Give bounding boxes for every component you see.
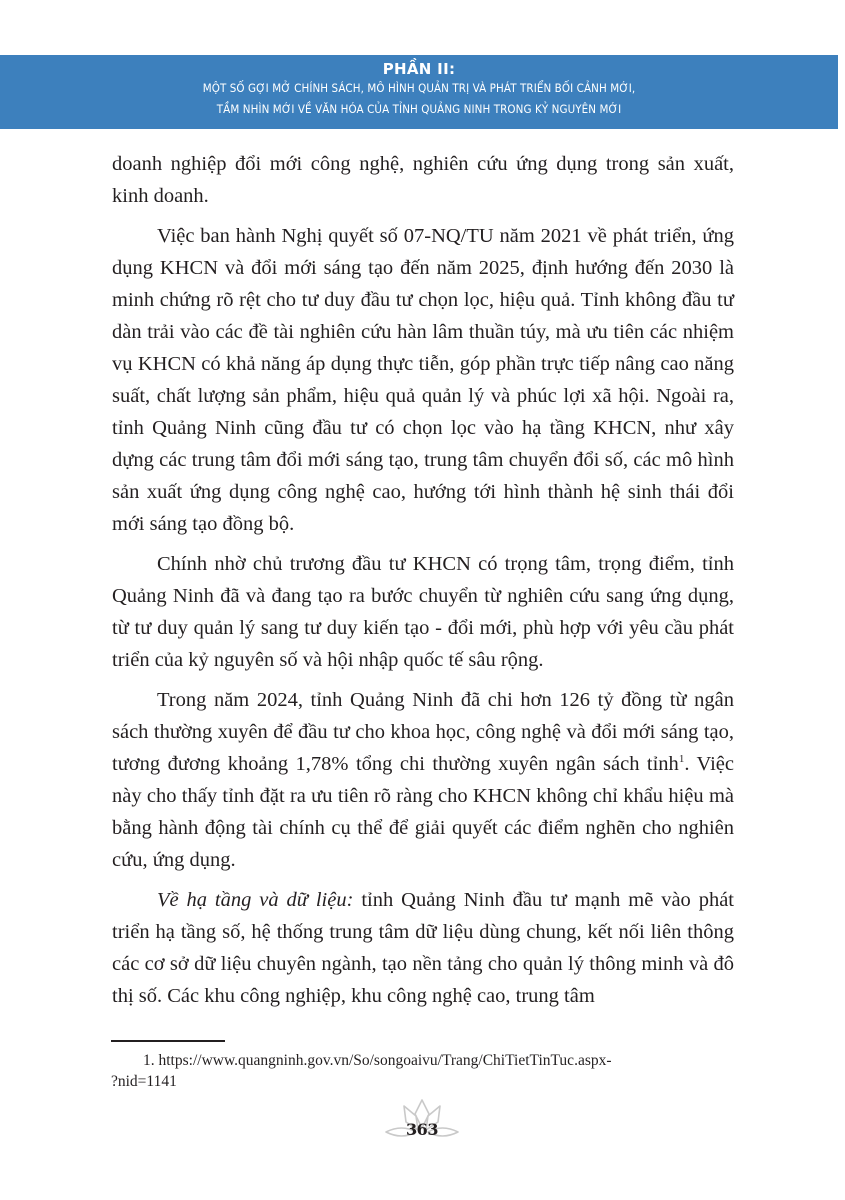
paragraph: Chính nhờ chủ trương đầu tư KHCN có trọng tâm, trọng điểm, tỉnh Quảng Ninh đã và đang tạo ra bước chuyển từ nghiên cứu sang ứng dụng, từ tư duy quản lý sang tư duy kiến tạo - đổi mới, phù hợp với yêu cầu phát triển của kỷ nguyên số và hội nhập quốc tế sâu rộng. [112, 553, 734, 671]
paragraph: Việc ban hành Nghị quyết số 07-NQ/TU năm 2021 về phát triển, ứng dụng KHCN và đổi mới sáng tạo đến năm 2025, định hướng đến 2030 là minh chứng rõ rệt cho tư duy đầu tư chọn lọc, hiệu quả. Tỉnh không đầu tư dàn trải vào các đề tài nghiên cứu hàn lâm thuần túy, mà ưu tiên các nhiệm vụ KHCN có khả năng áp dụng thực tiễn, góp phần trực tiếp nâng cao năng suất, chất lượng sản phẩm, hiệu quả quản lý và phúc lợi xã hội. Ngoài ra, tỉnh Quảng Ninh cũng đầu tư có chọn lọc vào hạ tầng KHCN, như xây dựng các trung tâm đổi mới sáng tạo, trung tâm chuyển đổi số, các mô hình sản xuất ứng dụng công nghệ cao, hướng tới hình thành hệ sinh thái đổi mới sáng tạo đồng bộ. [112, 225, 734, 535]
body-text [112, 148, 734, 1020]
paragraph: doanh nghiệp đổi mới công nghệ, nghiên cứu ứng dụng trong sản xuất, kinh doanh. [112, 153, 734, 207]
paragraph-lead-in: Về hạ tầng và dữ liệu: [157, 889, 354, 911]
paragraph-text: tỉnh Quảng Ninh đầu tư mạnh mẽ vào phát triển hạ tầng số, hệ thống trung tâm dữ liệu dùng chung, kết nối liên thông các cơ sở dữ liệu chuyên ngành, tạo nền tảng cho quản lý thông minh và đô thị số. Các khu công nghiệp, khu công nghệ cao, trung tâm [112, 889, 734, 1007]
page-number: 363 [406, 1120, 438, 1139]
paragraph-text: Trong năm 2024, tỉnh Quảng Ninh đã chi hơn 126 tỷ đồng từ ngân sách thường xuyên để đầu tư cho khoa học, công nghệ và đổi mới sáng tạo, tương đương khoảng 1,78% tổng chi thường xuyên ngân sách tỉnh [112, 689, 734, 775]
part-subtitle-line-2: TẦM NHÌN MỚI VỀ VĂN HÓA CỦA TỈNH QUẢNG NINH TRONG KỶ NGUYÊN MỚI [216, 102, 622, 116]
part-title: PHẦN II: [382, 60, 456, 78]
footnote-separator [111, 1040, 225, 1042]
paragraph-text: . Việc này cho thấy tỉnh đặt ra ưu tiên rõ ràng cho KHCN không chỉ khẩu hiệu mà bằng hành động tài chính cụ thể để giải quyết các điểm nghẽn cho nghiên cứu, ứng dụng. [112, 753, 734, 871]
page-number-badge [382, 1098, 462, 1146]
paragraph [112, 884, 734, 1012]
paragraph [112, 684, 734, 876]
part-subtitle-line-1: MỘT SỐ GỢI MỞ CHÍNH SÁCH, MÔ HÌNH QUẢN TRỊ VÀ PHÁT TRIỂN BỐI CẢNH MỚI, [202, 81, 636, 95]
footnote-reference[interactable]: 1 [678, 753, 685, 766]
footnote-line-1[interactable]: 1. https://www.quangninh.gov.vn/So/songoaivu/Trang/ChiTietTinTuc.aspx- [143, 1052, 612, 1069]
footnote [111, 1050, 735, 1092]
section-header-banner [0, 55, 838, 129]
footnote-line-2[interactable]: ?nid=1141 [111, 1073, 177, 1090]
